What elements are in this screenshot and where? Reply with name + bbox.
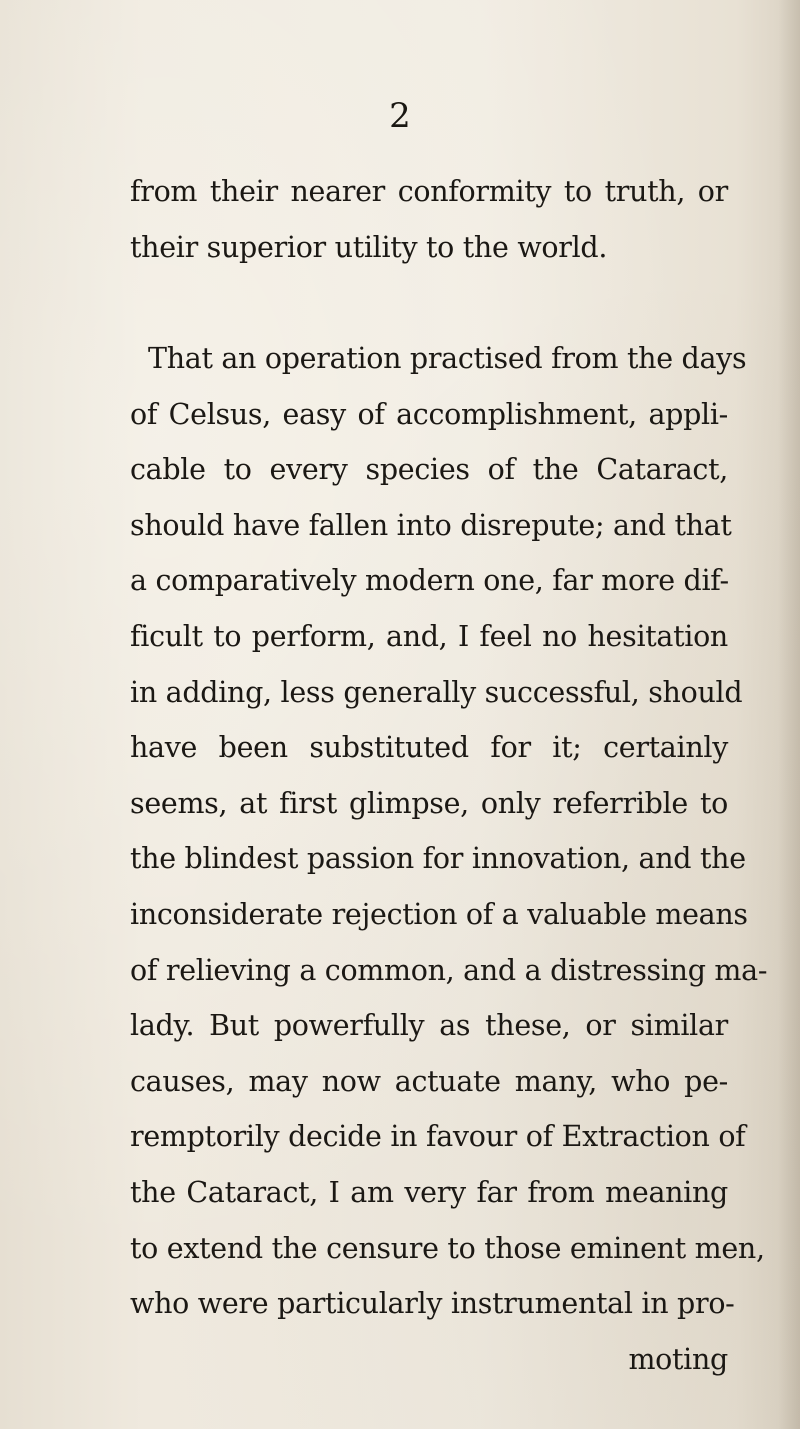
text-line: of Celsus, easy of accomplishment, appli-	[130, 397, 728, 431]
text-line: causes, may now actuate many, who pe-	[130, 1064, 728, 1098]
text-line: seems, at first glimpse, only referrible to	[130, 786, 728, 820]
text-line: That an operation practised from the days	[148, 342, 747, 375]
text-line: of relieving a common, and a distressing ma-	[130, 953, 768, 987]
text-line: should have fallen into disrepute; and that	[130, 508, 732, 542]
text-line: a comparatively modern one, far more dif-	[130, 564, 729, 598]
page-edge-shadow	[778, 0, 800, 1429]
text-line: the Cataract, I am very far from meaning	[130, 1175, 728, 1209]
text-line: ficult to perform, and, I feel no hesitation	[130, 619, 728, 653]
text-line: remptorily decide in favour of Extraction of	[130, 1120, 746, 1154]
text-line: have been substituted for it; certainly	[130, 731, 728, 765]
paragraph-1	[130, 164, 728, 275]
page-number: 2	[389, 96, 411, 136]
text-line: who were particularly instrumental in pro-	[130, 1287, 735, 1321]
paragraph-2	[130, 331, 768, 1387]
text-line: lady. But powerfully as these, or similar	[130, 1009, 728, 1043]
text-line: to extend the censure to those eminent men,	[130, 1231, 765, 1265]
text-line: cable to every species of the Cataract,	[130, 453, 728, 487]
text-line: their superior utility to the world.	[130, 230, 608, 264]
text-line: in adding, less generally successful, should	[130, 675, 743, 709]
catchword: moting	[628, 1342, 728, 1376]
text-line: the blindest passion for innovation, and the	[130, 842, 746, 876]
text-line: from their nearer conformity to truth, or	[130, 175, 728, 208]
text-line: inconsiderate rejection of a valuable means	[130, 897, 748, 931]
